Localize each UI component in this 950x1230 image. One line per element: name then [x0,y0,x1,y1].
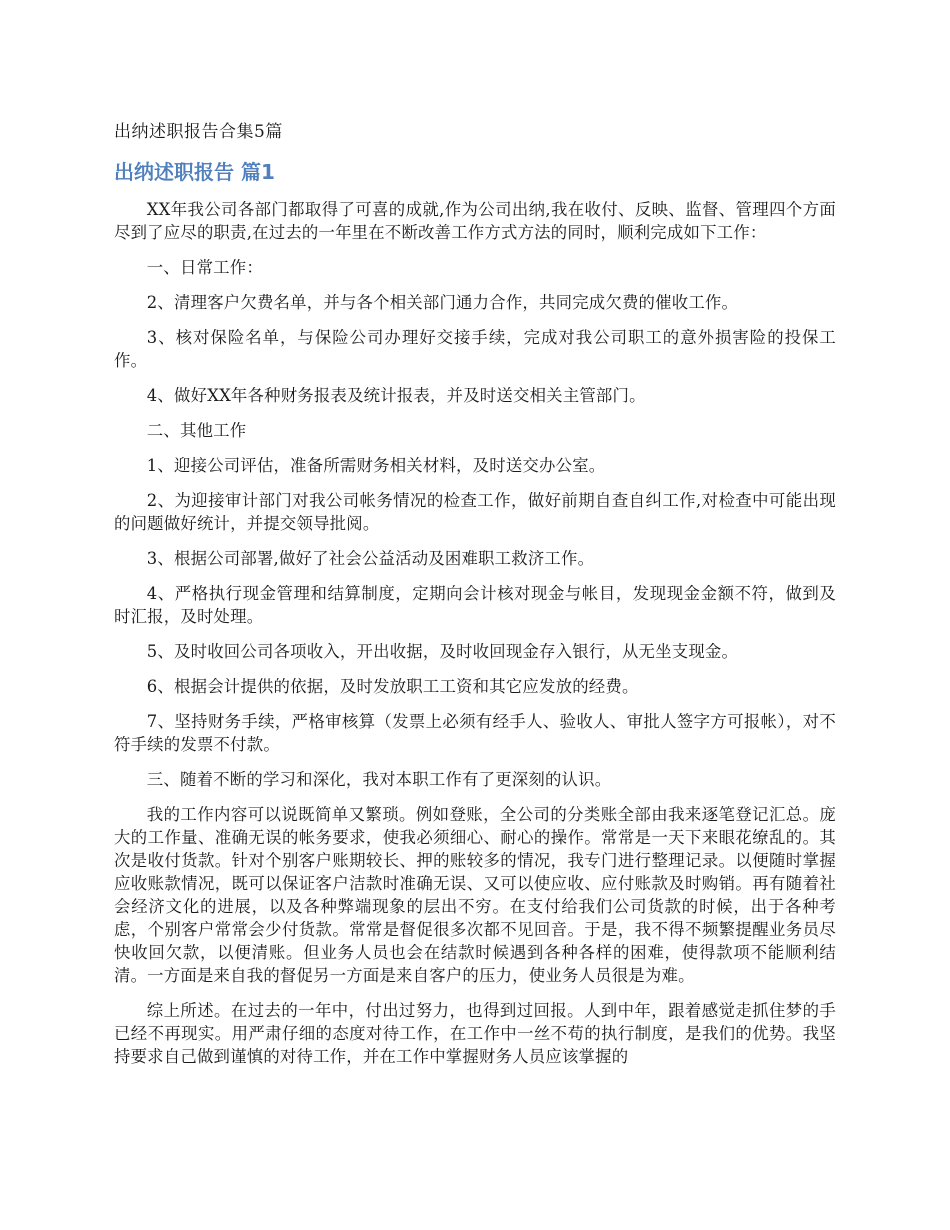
paragraph: 1、迎接公司评估，准备所需财务相关材料，及时送交办公室。 [146,456,606,475]
paragraph: 我的工作内容可以说既简单又繁琐。例如登账，全公司的分类账全部由我来逐笔登记汇总。庞大的工作量、准确无误的帐务要求，使我必须细心、耐心的操作。常常是一天下来眼花缭乱的。其次是收付货款。针对个别客户账期较长、押的账较多的情况，我专门进行整理记录。以便随时掌握应收账款情况，既可以保证客户洁款时准确无误、又可以使应收、应付账款及时购销。再有随着社会经济文化的进展，以及各种弊端现象的层出不穷。在支付给我们公司货款的时候，出于各种考虑，个别客户常常会少付货款。常常是督促很多次都不见回音。于是，我不得不频繁提醒业务员尽快收回欠款，以便清账。但业务人员也会在结款时候遇到各种各样的困难，使得款项不能顺利结清。一方面是来自我的督促另一方面是来自客户的压力，使业务人员很是为难。 [114,805,836,985]
paragraph: 综上所述。在过去的一年中，付出过努力，也得到过回报。人到中年，跟着感觉走抓住梦的手已经不再现实。用严肃仔细的态度对待工作，在工作中一丝不苟的执行制度，是我们的优势。我坚持要求自己做到谨慎的对待工作，并在工作中掌握财务人员应该掌握的 [114,1001,836,1066]
paragraph: 三、随着不断的学习和深化，我对本职工作有了更深刻的认识。 [146,770,612,789]
paragraph: 2、清理客户欠费名单，并与各个相关部门通力合作，共同完成欠费的催收工作。 [146,293,739,312]
document-title: 出纳述职报告合集5篇 [114,122,283,142]
paragraph: 一、日常工作： [146,258,263,277]
paragraph: 7、坚持财务手续，严格审核算（发票上必须有经手人、验收人、审批人签字方可报帐），对不符手续的发票不付款。 [114,712,836,754]
paragraph: 2、为迎接审计部门对我公司帐务情况的检查工作，做好前期自查自纠工作,对检查中可能出现的问题做好统计，并提交领导批阅。 [114,491,836,533]
paragraph: 4、严格执行现金管理和结算制度，定期向会计核对现金与帐目，发现现金金额不符，做到及时汇报，及时处理。 [114,584,836,626]
paragraph: 3、根据公司部署,做好了社会公益活动及困难职工救济工作。 [146,549,595,568]
document-body [114,198,836,1068]
paragraph: 5、及时收回公司各项收入，开出收据，及时收回现金存入银行，从无坐支现金。 [146,642,739,661]
section-heading: 出纳述职报告 篇1 [114,160,275,184]
paragraph: 3、核对保险名单，与保险公司办理好交接手续，完成对我公司职工的意外损害险的投保工作。 [114,328,836,370]
paragraph: 二、其他工作 [146,421,247,440]
paragraph: 4、做好XX年各种财务报表及统计报表，并及时送交相关主管部门。 [146,386,646,405]
paragraph: XX年我公司各部门都取得了可喜的成就,作为公司出纳,我在收付、反映、监督、管理四个方面尽到了应尽的职责,在过去的一年里在不断改善工作方式方法的同时，顺利完成如下工作： [114,200,836,242]
paragraph: 6、根据会计提供的依据，及时发放职工工资和其它应发放的经费。 [146,677,639,696]
